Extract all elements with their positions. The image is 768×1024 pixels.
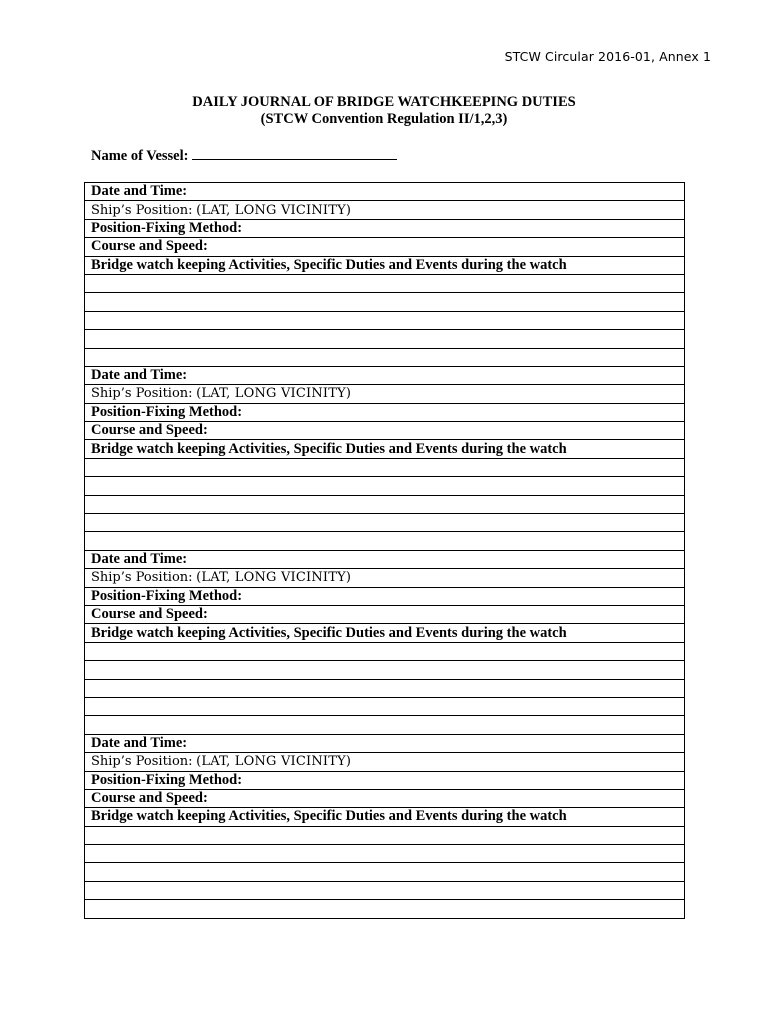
- entry-line[interactable]: [85, 293, 685, 311]
- table-row: [85, 697, 685, 715]
- course-speed-label: Course and Speed:: [85, 238, 685, 256]
- ships-position-cell: [85, 201, 685, 219]
- ships-position-label: Ship’s Position:: [91, 754, 193, 770]
- ships-position-note: (LAT, LONG VICINITY): [196, 570, 352, 586]
- table-row: [85, 514, 685, 532]
- vessel-name-row: [91, 147, 397, 165]
- table-row: [85, 311, 685, 329]
- entry-line[interactable]: [85, 311, 685, 329]
- table-row: [85, 219, 685, 237]
- document-title-block: [0, 94, 768, 128]
- activities-label: Bridge watch keeping Activities, Specific Duties and Events during the watch: [85, 440, 685, 458]
- ships-position-label: Ship’s Position:: [91, 386, 193, 402]
- table-row: [85, 661, 685, 679]
- table-row: [85, 348, 685, 366]
- table-row: [85, 900, 685, 918]
- position-fixing-label: Position-Fixing Method:: [85, 771, 685, 789]
- entry-line[interactable]: [85, 900, 685, 918]
- entry-line[interactable]: [85, 697, 685, 715]
- table-row: [85, 771, 685, 789]
- table-row: [85, 605, 685, 623]
- entry-line[interactable]: [85, 661, 685, 679]
- entry-line[interactable]: [85, 863, 685, 881]
- date-time-label: Date and Time:: [85, 183, 685, 201]
- table-row: [85, 716, 685, 734]
- position-fixing-label: Position-Fixing Method:: [85, 403, 685, 421]
- table-row: [85, 587, 685, 605]
- entry-line[interactable]: [85, 330, 685, 348]
- course-speed-label: Course and Speed:: [85, 605, 685, 623]
- entry-line[interactable]: [85, 274, 685, 292]
- ships-position-note: (LAT, LONG VICINITY): [196, 754, 352, 770]
- journal-table: [84, 182, 685, 919]
- table-row: [85, 550, 685, 568]
- position-fixing-label: Position-Fixing Method:: [85, 219, 685, 237]
- date-time-label: Date and Time:: [85, 366, 685, 384]
- activities-label: Bridge watch keeping Activities, Specific Duties and Events during the watch: [85, 624, 685, 642]
- ships-position-cell: [85, 753, 685, 771]
- table-row: [85, 366, 685, 384]
- entry-line[interactable]: [85, 679, 685, 697]
- date-time-label: Date and Time:: [85, 734, 685, 752]
- table-row: [85, 753, 685, 771]
- entry-line[interactable]: [85, 477, 685, 495]
- table-row: [85, 532, 685, 550]
- ships-position-note: (LAT, LONG VICINITY): [196, 202, 352, 218]
- table-row: [85, 403, 685, 421]
- entry-line[interactable]: [85, 845, 685, 863]
- table-row: [85, 274, 685, 292]
- activities-label: Bridge watch keeping Activities, Specific Duties and Events during the watch: [85, 808, 685, 826]
- table-row: [85, 734, 685, 752]
- table-row: [85, 569, 685, 587]
- table-row: [85, 495, 685, 513]
- table-row: [85, 183, 685, 201]
- table-row: [85, 808, 685, 826]
- ships-position-note: (LAT, LONG VICINITY): [196, 386, 352, 402]
- entry-line[interactable]: [85, 826, 685, 844]
- table-row: [85, 256, 685, 274]
- table-row: [85, 845, 685, 863]
- table-row: [85, 330, 685, 348]
- ships-position-label: Ship’s Position:: [91, 202, 193, 218]
- table-row: [85, 458, 685, 476]
- table-row: [85, 238, 685, 256]
- entry-line[interactable]: [85, 514, 685, 532]
- table-row: [85, 863, 685, 881]
- table-row: [85, 422, 685, 440]
- ships-position-cell: [85, 569, 685, 587]
- ships-position-cell: [85, 385, 685, 403]
- entry-line[interactable]: [85, 881, 685, 899]
- entry-line[interactable]: [85, 348, 685, 366]
- vessel-name-field[interactable]: [192, 147, 397, 160]
- vessel-name-label: Name of Vessel:: [91, 148, 189, 164]
- table-row: [85, 789, 685, 807]
- course-speed-label: Course and Speed:: [85, 789, 685, 807]
- entry-line[interactable]: [85, 458, 685, 476]
- entry-line[interactable]: [85, 532, 685, 550]
- entry-line[interactable]: [85, 495, 685, 513]
- table-row: [85, 826, 685, 844]
- ships-position-label: Ship’s Position:: [91, 570, 193, 586]
- header-reference: STCW Circular 2016-01, Annex 1: [504, 49, 711, 64]
- table-row: [85, 881, 685, 899]
- table-row: [85, 293, 685, 311]
- document-title: DAILY JOURNAL OF BRIDGE WATCHKEEPING DUTIES: [192, 94, 576, 110]
- document-subtitle: (STCW Convention Regulation II/1,2,3): [260, 111, 508, 127]
- position-fixing-label: Position-Fixing Method:: [85, 587, 685, 605]
- table-row: [85, 201, 685, 219]
- table-row: [85, 477, 685, 495]
- activities-label: Bridge watch keeping Activities, Specific Duties and Events during the watch: [85, 256, 685, 274]
- table-row: [85, 440, 685, 458]
- table-row: [85, 385, 685, 403]
- course-speed-label: Course and Speed:: [85, 422, 685, 440]
- entry-line[interactable]: [85, 642, 685, 660]
- table-row: [85, 642, 685, 660]
- table-row: [85, 679, 685, 697]
- entry-line[interactable]: [85, 716, 685, 734]
- date-time-label: Date and Time:: [85, 550, 685, 568]
- table-row: [85, 624, 685, 642]
